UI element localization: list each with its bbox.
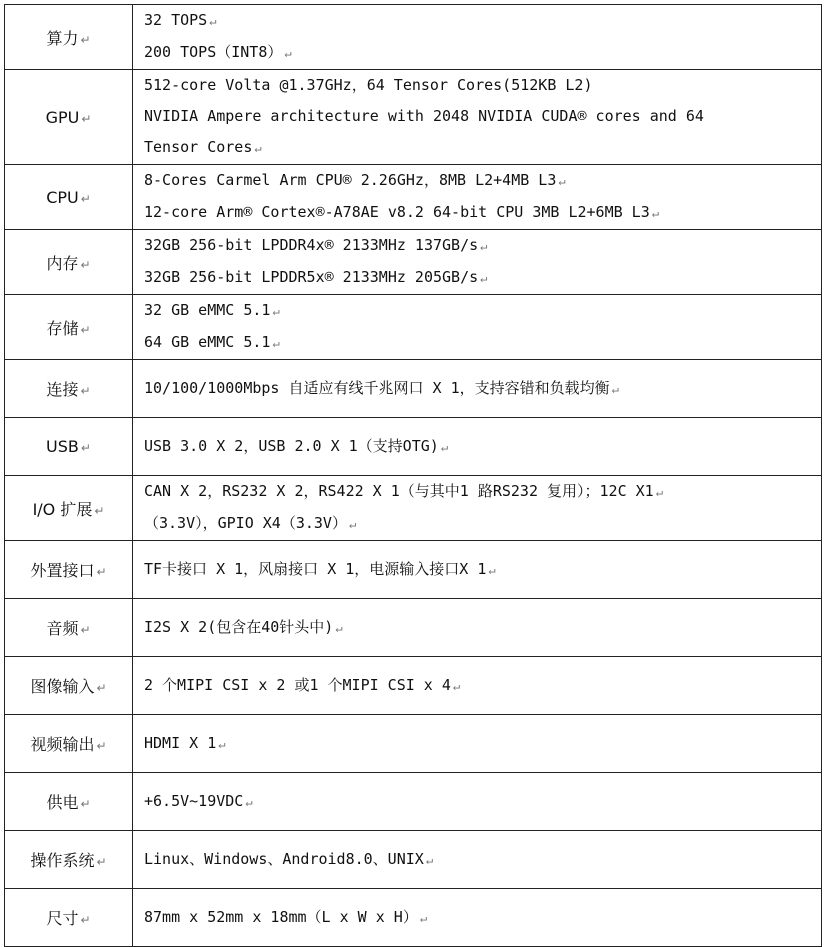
paragraph-mark-icon: ↵ — [80, 623, 91, 637]
table-row — [5, 476, 822, 541]
paragraph-mark-icon: ↵ — [80, 257, 91, 272]
row-value-cell — [133, 831, 822, 889]
table-row — [5, 418, 822, 476]
row-value-cell — [133, 5, 822, 70]
paragraph-mark-icon: ↵ — [651, 206, 659, 220]
value-text: I2S X 2(包含在40针头中) — [144, 617, 334, 636]
value-text: TF卡接口 X 1，风扇接口 X 1，电源输入接口X 1 — [144, 559, 487, 578]
row-label: 存储 — [46, 318, 79, 338]
row-value-cell — [133, 360, 822, 418]
table-row — [5, 5, 822, 70]
row-label-cell — [5, 773, 133, 831]
paragraph-mark-icon: ↵ — [80, 797, 91, 811]
row-value-cell — [133, 773, 822, 831]
paragraph-mark-icon: ↵ — [80, 384, 91, 398]
value-line — [144, 373, 821, 405]
value-line — [144, 431, 821, 463]
row-label: USB — [46, 437, 79, 456]
paragraph-mark-icon: ↵ — [96, 739, 107, 753]
paragraph-mark-icon: ↵ — [272, 336, 280, 350]
paragraph-mark-icon: ↵ — [94, 503, 105, 518]
table-row — [5, 715, 822, 773]
row-label-cell — [5, 889, 133, 947]
value-line — [144, 902, 821, 934]
row-label-cell — [5, 715, 133, 773]
row-value-cell — [133, 70, 822, 165]
paragraph-mark-icon: ↵ — [245, 794, 253, 809]
value-line — [144, 786, 821, 818]
row-label-cell — [5, 418, 133, 476]
value-line — [144, 327, 821, 359]
row-label: 视频输出 — [30, 735, 95, 754]
value-line — [144, 37, 821, 69]
value-line — [144, 554, 821, 586]
paragraph-mark-icon: ↵ — [81, 111, 92, 126]
row-label-cell — [5, 541, 133, 599]
row-value-cell — [133, 165, 822, 230]
row-value-cell — [133, 599, 822, 657]
value-text: 32GB 256-bit LPDDR5x® 2133MHz 205GB/s — [144, 268, 479, 286]
table-row — [5, 831, 822, 889]
row-label-cell — [5, 599, 133, 657]
row-label: 内存 — [46, 253, 79, 273]
value-text: 32GB 256-bit LPDDR4x® 2133MHz 137GB/s — [144, 236, 479, 254]
paragraph-mark-icon: ↵ — [80, 441, 91, 455]
row-value-cell — [133, 541, 822, 599]
paragraph-mark-icon: ↵ — [480, 239, 488, 253]
table-row — [5, 360, 822, 418]
table-row — [5, 889, 822, 947]
paragraph-mark-icon: ↵ — [96, 855, 107, 869]
value-text: 2 个MIPI CSI x 2 或1 个MIPI CSI x 4 — [144, 675, 451, 694]
paragraph-mark-icon: ↵ — [335, 620, 343, 635]
spec-table-body — [5, 5, 822, 947]
paragraph-mark-icon: ↵ — [425, 852, 434, 867]
value-text: 12-core Arm® Cortex®-A78AE v8.2 64-bit CPU 3MB L2+6MB L3 — [144, 203, 650, 221]
paragraph-mark-icon: ↵ — [254, 141, 262, 155]
spec-table — [4, 4, 822, 947]
value-line — [144, 844, 821, 876]
table-row — [5, 295, 822, 360]
row-label: 图像输入 — [30, 677, 95, 696]
value-text: 512-core Volta @1.37GHz，64 Tensor Cores(512KB L2) — [144, 76, 593, 94]
paragraph-mark-icon: ↵ — [96, 565, 107, 579]
table-row — [5, 541, 822, 599]
row-label-cell — [5, 165, 133, 230]
value-line — [144, 5, 821, 37]
row-label: 操作系统 — [30, 851, 95, 870]
paragraph-mark-icon: ↵ — [440, 439, 449, 454]
value-line — [144, 230, 821, 262]
value-text: CAN X 2，RS232 X 2，RS422 X 1（与其中1 路RS232 复用）；12C X1 — [144, 482, 654, 500]
table-row — [5, 165, 822, 230]
paragraph-mark-icon: ↵ — [272, 304, 280, 318]
paragraph-mark-icon: ↵ — [611, 381, 619, 396]
value-text: Tensor Cores — [144, 138, 253, 156]
value-line — [144, 476, 821, 508]
row-label-cell — [5, 476, 133, 541]
row-value-cell — [133, 657, 822, 715]
row-label-cell — [5, 230, 133, 295]
value-line — [144, 295, 821, 327]
row-label: I/O 扩展 — [32, 499, 93, 519]
value-text: USB 3.0 X 2，USB 2.0 X 1（支持OTG) — [144, 436, 439, 455]
table-row — [5, 599, 822, 657]
paragraph-mark-icon: ↵ — [284, 46, 292, 60]
value-text: Linux、Windows、Android8.0、UNIX — [144, 849, 424, 868]
row-label-cell — [5, 360, 133, 418]
row-label-cell — [5, 5, 133, 70]
paragraph-mark-icon: ↵ — [480, 271, 488, 285]
paragraph-mark-icon: ↵ — [558, 174, 566, 188]
paragraph-mark-icon: ↵ — [218, 736, 226, 751]
row-label: 连接 — [46, 380, 79, 399]
row-label-cell — [5, 657, 133, 715]
row-label-cell — [5, 295, 133, 360]
value-text: 32 TOPS — [144, 11, 208, 29]
table-row — [5, 657, 822, 715]
row-label: GPU — [45, 107, 80, 127]
row-value-cell — [133, 715, 822, 773]
paragraph-mark-icon: ↵ — [80, 322, 91, 337]
row-label-cell — [5, 831, 133, 889]
paragraph-mark-icon: ↵ — [348, 517, 357, 531]
row-value-cell — [133, 230, 822, 295]
value-line — [144, 70, 821, 101]
value-line — [144, 728, 821, 760]
row-label: 供电 — [46, 793, 79, 812]
table-row — [5, 70, 822, 165]
row-label-cell — [5, 70, 133, 165]
value-line — [144, 670, 821, 702]
row-value-cell — [133, 418, 822, 476]
row-label: 尺寸 — [46, 909, 79, 928]
value-text: +6.5V~19VDC — [144, 791, 244, 810]
paragraph-mark-icon: ↵ — [96, 681, 107, 695]
paragraph-mark-icon: ↵ — [452, 678, 461, 693]
paragraph-mark-icon: ↵ — [80, 191, 91, 206]
value-line — [144, 612, 821, 644]
row-label: 音频 — [46, 619, 79, 638]
paragraph-mark-icon: ↵ — [655, 485, 663, 499]
value-text: 87mm x 52mm x 18mm（L x W x H） — [144, 907, 418, 926]
value-text: NVIDIA Ampere architecture with 2048 NVIDIA CUDA® cores and 64 — [144, 107, 704, 125]
value-line — [144, 132, 821, 164]
value-line — [144, 101, 821, 132]
value-text: 64 GB eMMC 5.1 — [144, 333, 271, 351]
value-text: 8-Cores Carmel Arm CPU® 2.26GHz，8MB L2+4MB L3 — [144, 171, 557, 189]
value-text: 32 GB eMMC 5.1 — [144, 301, 271, 319]
paragraph-mark-icon: ↵ — [488, 562, 496, 577]
row-label: CPU — [46, 187, 79, 207]
table-row — [5, 773, 822, 831]
value-line — [144, 165, 821, 197]
value-line — [144, 197, 821, 229]
row-label: 外置接口 — [30, 561, 95, 580]
value-line — [144, 508, 821, 540]
paragraph-mark-icon: ↵ — [80, 913, 91, 927]
row-value-cell — [133, 295, 822, 360]
value-line — [144, 262, 821, 294]
value-text: 200 TOPS（INT8） — [144, 43, 283, 61]
paragraph-mark-icon: ↵ — [419, 910, 428, 925]
row-value-cell — [133, 476, 822, 541]
value-text: 10/100/1000Mbps 自适应有线千兆网口 X 1，支持容错和负载均衡 — [144, 378, 610, 397]
row-value-cell — [133, 889, 822, 947]
row-label: 算力 — [46, 28, 79, 48]
table-row — [5, 230, 822, 295]
paragraph-mark-icon: ↵ — [209, 14, 217, 28]
value-text: （3.3V），GPIO X4（3.3V） — [144, 514, 347, 532]
paragraph-mark-icon: ↵ — [80, 32, 91, 47]
value-text: HDMI X 1 — [144, 733, 217, 752]
